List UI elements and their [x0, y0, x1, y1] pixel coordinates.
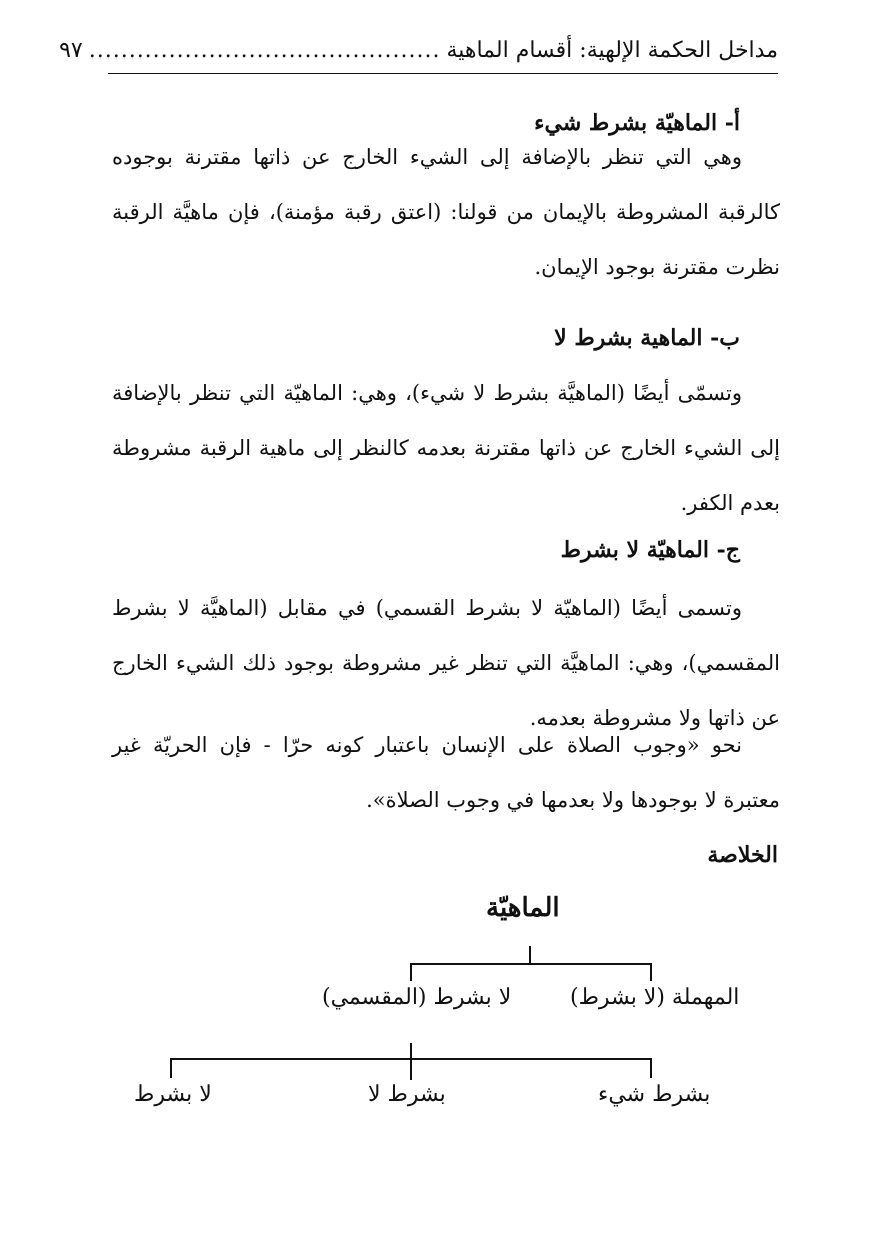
header-rule	[108, 73, 778, 74]
section-c-paragraph-2	[112, 718, 780, 828]
tree-level1-left-drop	[410, 963, 412, 981]
tree-level1-right-drop	[650, 963, 652, 981]
section-c-heading: ج- الماهيّة لا بشرط	[560, 537, 740, 563]
tree-level2-stem	[410, 1043, 412, 1080]
section-b-paragraph	[112, 366, 780, 531]
tree-node-la-bishart: لا بشرط	[134, 1082, 212, 1107]
section-a-text: وهي التي تنظر بالإضافة إلى الشيء الخارج عن ذاتها مقترنة بوجوده كالرقبة المشروطة بالإيمان من قولنا: (اعتق رقبة مؤمنة)، فإن ماهيَّة الرقبة نظرت مقترنة بوجود الإيمان.	[112, 145, 780, 279]
section-c-text-1: وتسمى أيضًا (الماهيّة لا بشرط القسمي) في مقابل (الماهيَّة لا بشرط المقسمي)، وهي: الماهيَّة التي تنظر غير مشروطة بوجود ذلك الشيء الخارج عن ذاتها ولا مشروطة بعدمه.	[112, 596, 780, 730]
tree-level2-bar	[170, 1058, 651, 1060]
tree-node-bishart-shay: بشرط شيء	[598, 1082, 711, 1107]
tree-node-la-bishart-maqsami: لا بشرط (المقسمي)	[322, 985, 512, 1010]
tree-node-bishart-la: بشرط لا	[368, 1082, 446, 1107]
tree-root-stem	[529, 946, 531, 964]
tree-level1-bar	[410, 963, 652, 965]
section-b-text: وتسمّى أيضًا (الماهيَّة بشرط لا شيء)، وهي: الماهيّة التي تنظر بالإضافة إلى الشيء الخارج عن ذاتها مقترنة بعدمه كالنظر إلى ماهية الرقبة مشروطة بعدم الكفر.	[112, 381, 780, 515]
tree-node-mohmala: المهملة (لا بشرط)	[570, 985, 740, 1010]
tree-level2-right-drop	[650, 1058, 652, 1078]
tree-level2-left-drop	[170, 1058, 172, 1078]
header-leader-dots: ............................................	[88, 37, 441, 63]
header-title: مداخل الحكمة الإلهية: أقسام الماهية	[446, 37, 778, 63]
section-a-heading: أ- الماهيّة بشرط شيء	[534, 110, 740, 136]
section-a-paragraph	[112, 130, 780, 295]
summary-heading: الخلاصة	[707, 842, 778, 868]
section-c-text-2: نحو «وجوب الصلاة على الإنسان باعتبار كونه حرّا - فإن الحريّة غير معتبرة لا بوجودها ولا بعدمها في وجوب الصلاة».	[112, 733, 780, 812]
page-number: ٩٧	[59, 37, 83, 63]
tree-root-label: الماهيّة	[486, 893, 560, 923]
running-header	[59, 30, 778, 70]
section-b-heading: ب- الماهية بشرط لا	[554, 325, 740, 351]
